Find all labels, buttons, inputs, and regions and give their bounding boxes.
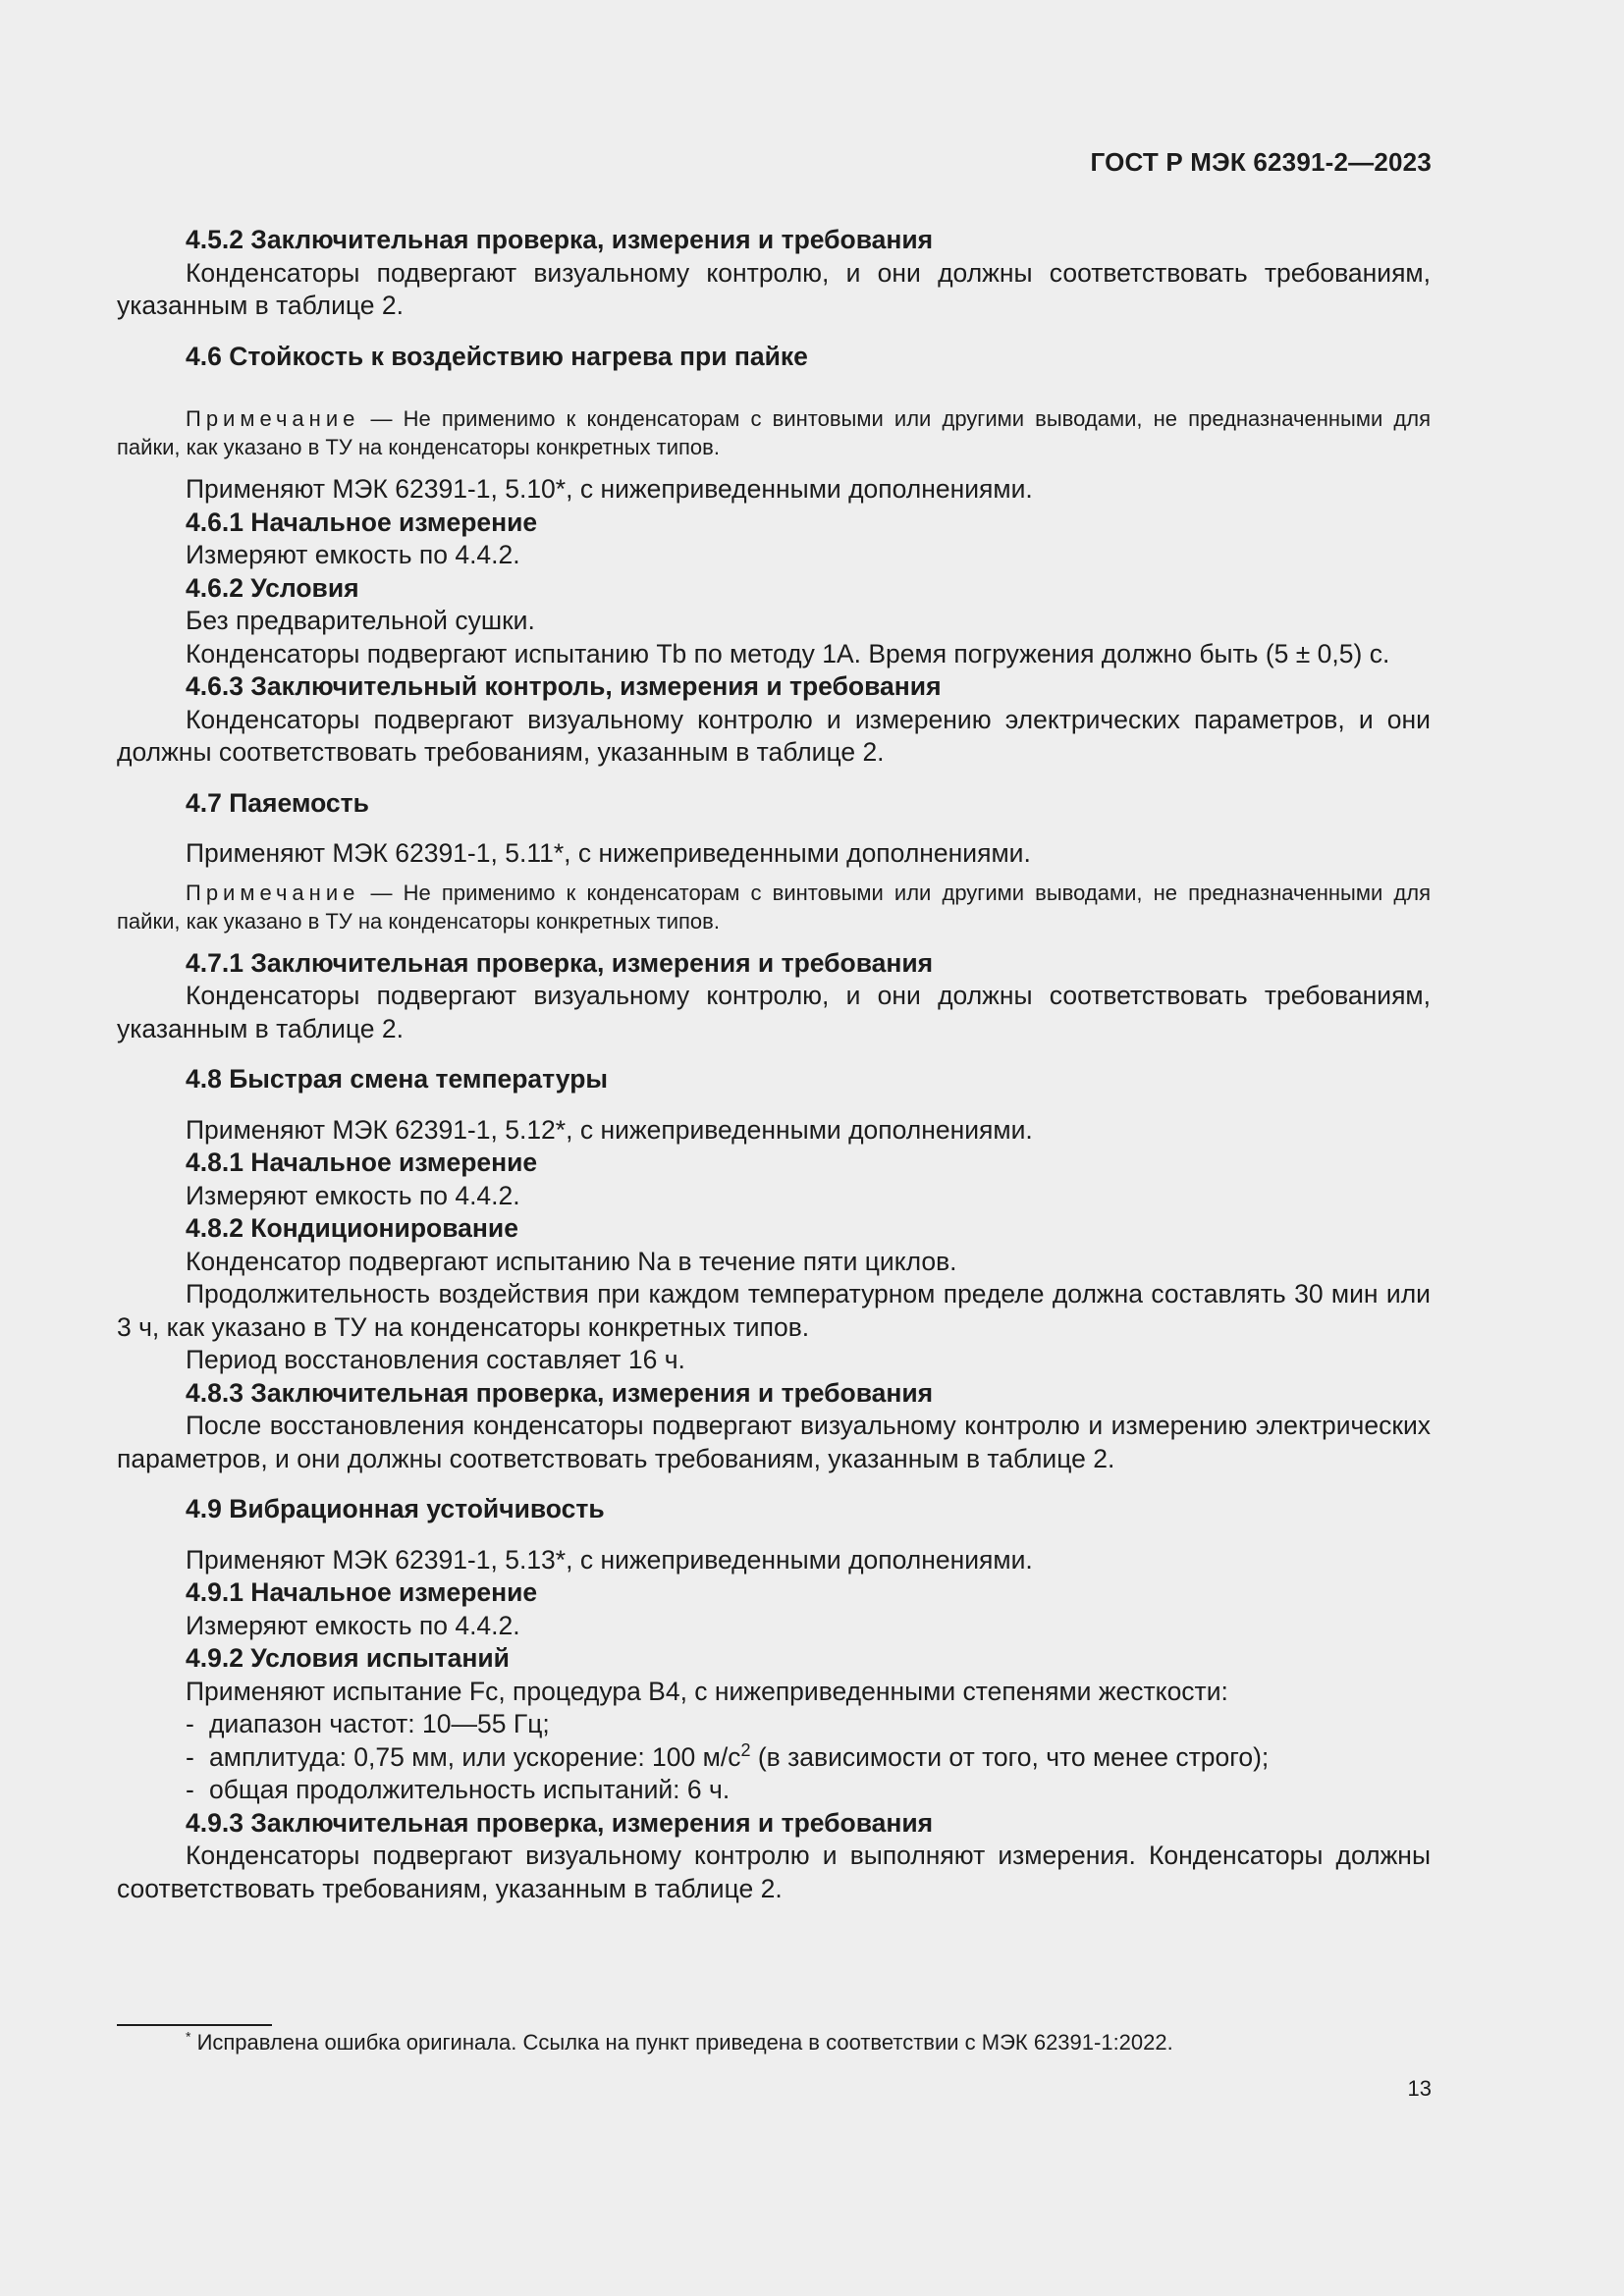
dash-mark: - — [186, 1741, 194, 1772]
list-item — [117, 1708, 1431, 1741]
note-4-6 — [117, 404, 1431, 461]
section-4-8-apply: Применяют МЭК 62391-1, 5.12*, с нижеприведенными дополнениями. — [186, 1114, 1033, 1145]
section-4-7-heading: 4.7 Паяемость — [186, 787, 369, 818]
footnote-text: Исправлена ошибка оригинала. Ссылка на пункт приведена в соответствии с МЭК 62391-1:2022. — [190, 2030, 1173, 2055]
section-4-9-1-text: Измеряют емкость по 4.4.2. — [186, 1610, 520, 1640]
page-number: 13 — [1407, 2076, 1432, 2101]
section-4-8-2-text-3: Период восстановления составляет 16 ч. — [186, 1345, 685, 1374]
note-label: Примечание — [186, 880, 360, 905]
section-4-8-2-heading: 4.8.2 Кондиционирование — [186, 1213, 518, 1243]
section-4-9-2-text: Применяют испытание Fc, процедура B4, с нижеприведенными степенями жесткости: — [186, 1676, 1228, 1706]
section-4-8-2-text-1: Конденсатор подвергают испытанию Na в течение пяти циклов. — [186, 1246, 957, 1276]
section-4-7-1-heading: 4.7.1 Заключительная проверка, измерения и требования — [186, 947, 934, 978]
section-4-6-2-text-1: Без предварительной сушки. — [186, 606, 535, 635]
section-4-9-apply: Применяют МЭК 62391-1, 5.13*, с нижеприведенными дополнениями. — [186, 1544, 1033, 1575]
section-4-8-1-heading: 4.8.1 Начальное измерение — [186, 1148, 538, 1177]
section-4-9-3-text: Конденсаторы подвергают визуальному контролю и выполняют измерения. Конденсаторы должны соответствовать требованиям, указанным в таблице 2. — [117, 1841, 1431, 1903]
section-4-8-3-text: После восстановления конденсаторы подвергают визуальному контролю и измерению электрических параметров, и они должны соответствовать требованиям, указанным в таблице 2. — [117, 1411, 1431, 1473]
note-label: Примечание — [186, 406, 360, 431]
list-item-text-cont: (в зависимости от того, что менее строго); — [750, 1741, 1270, 1772]
section-4-6-2-text-2: Конденсаторы подвергают испытанию Tb по методу 1А. Время погружения должно быть (5 ± 0,5) с. — [186, 638, 1390, 668]
footnote — [186, 2028, 1173, 2057]
document-header: ГОСТ Р МЭК 62391-2—2023 — [1090, 147, 1432, 177]
section-4-5-2-text: Конденсаторы подвергают визуальному контролю, и они должны соответствовать требованиям, указанным в таблице 2. — [117, 257, 1431, 320]
section-4-9-1-heading: 4.9.1 Начальное измерение — [186, 1577, 538, 1607]
superscript: 2 — [740, 1739, 751, 1760]
footnote-divider — [117, 2024, 272, 2026]
section-4-6-1-heading: 4.6.1 Начальное измерение — [186, 507, 538, 537]
note-text: — Не применимо к конденсаторам с винтовыми или другими выводами, не предназначенными для пайки, как указано в ТУ на конденсаторы конкретных типов. — [117, 880, 1431, 934]
section-4-6-3-heading: 4.6.3 Заключительный контроль, измерения и требования — [186, 671, 942, 701]
list-item — [117, 1741, 1431, 1775]
section-4-6-1-text: Измеряют емкость по 4.4.2. — [186, 540, 520, 569]
section-4-9-2-heading: 4.9.2 Условия испытаний — [186, 1643, 510, 1673]
section-4-6-3-text: Конденсаторы подвергают визуальному контролю и измерению электрических параметров, и они должны соответствовать требованиям, указанным в таблице 2. — [117, 704, 1431, 767]
list-item — [117, 1774, 1431, 1807]
dash-mark: - — [186, 1775, 194, 1804]
section-4-9-3-heading: 4.9.3 Заключительная проверка, измерения и требования — [186, 1807, 934, 1838]
section-4-6-2-heading: 4.6.2 Условия — [186, 572, 359, 603]
section-4-7-1-text: Конденсаторы подвергают визуальному контролю, и они должны соответствовать требованиям, указанным в таблице 2. — [117, 981, 1431, 1043]
section-4-8-1-text: Измеряют емкость по 4.4.2. — [186, 1180, 520, 1210]
section-4-8-2-text-2: Продолжительность воздействия при каждом температурном пределе должна составлять 30 мин или 3 ч, как указано в ТУ на конденсаторы конкретных типов. — [117, 1279, 1431, 1342]
note-4-7 — [117, 879, 1431, 935]
section-4-9-heading: 4.9 Вибрационная устойчивость — [186, 1494, 605, 1523]
section-4-7-apply: Применяют МЭК 62391-1, 5.11*, с нижеприведенными дополнениями. — [186, 838, 1031, 868]
section-4-8-heading: 4.8 Быстрая смена температуры — [186, 1064, 609, 1094]
document-body — [117, 224, 1431, 1905]
footnote-mark: * — [186, 2028, 191, 2045]
list-item-text: общая продолжительность испытаний: 6 ч. — [209, 1775, 731, 1804]
list-item-text: диапазон частот: 10—55 Гц; — [209, 1709, 550, 1738]
section-4-5-2-heading: 4.5.2 Заключительная проверка, измерения и требования — [186, 225, 934, 254]
section-4-6-heading: 4.6 Стойкость к воздействию нагрева при пайке — [186, 341, 808, 371]
section-4-6-apply: Применяют МЭК 62391-1, 5.10*, с нижеприведенными дополнениями. — [186, 474, 1033, 504]
section-4-8-3-heading: 4.8.3 Заключительная проверка, измерения и требования — [186, 1377, 934, 1408]
list-item-text: амплитуда: 0,75 мм, или ускорение: 100 м/с — [209, 1741, 741, 1772]
note-text: — Не применимо к конденсаторам с винтовыми или другими выводами, не предназначенными для пайки, как указано в ТУ на конденсаторы конкретных типов. — [117, 406, 1431, 459]
dash-mark: - — [186, 1709, 194, 1738]
